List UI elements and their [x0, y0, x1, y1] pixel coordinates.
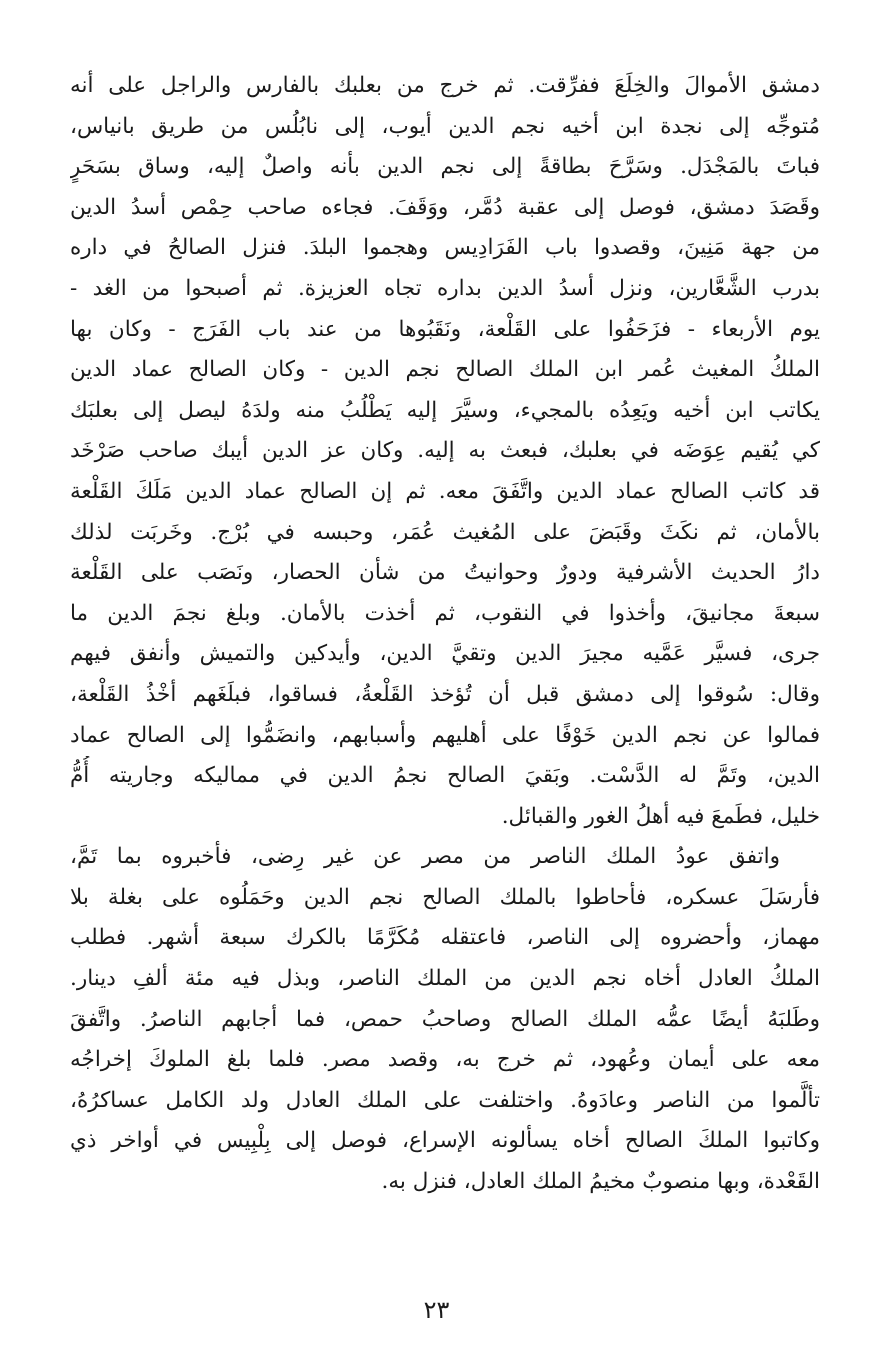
text-line: يكاتب ابن أخيه ويَعِدُه بالمجيء، وسيَّرَ إليه يَطْلُبُ منه ولدَهُ ليصل إلى بعلبَك: [70, 397, 820, 423]
text-line: دارُ الحديث الأشرفية ودورٌ وحوانيتُ من شأن الحصار، ونَصَب على القَلْعة: [70, 560, 820, 586]
text-line: فباتَ بالمَجْدَل. وسَرَّحَ بطاقةً إلى نجم الدين بأنه واصلٌ إليه، وساق بسَحَرٍ: [70, 154, 820, 180]
text-line: من جهة مَنِينَ، وقصدوا باب الفَرَادِيس وهجموا البلدَ. فنزل الصالحُ في داره: [70, 235, 820, 261]
text-line: خليل، فطَمعَ فيه أهلُ الغور والقبائل.: [501, 803, 820, 829]
text-line: الملكُ العادل أخاه نجم الدين من الملك الناصر، وبذل فيه مئة ألفِ دينار.: [70, 966, 820, 992]
text-line: قد كاتب الصالح عماد الدين واتَّفَقَ معه. ثم إن الصالح عماد الدين مَلَكَ القَلْعة: [70, 478, 820, 504]
text-line: مُتوجِّه إلى نجدة ابن أخيه نجم الدين أيوب، إلى نابُلُس من طريق بانياس،: [70, 113, 820, 139]
text-line: سبعةَ مجانيقَ، وأخذوا في النقوب، ثم أخذت بالأمان. وبلغ نجمَ الدين ما: [70, 600, 820, 626]
text-line: وطَلبَهُ أيضًا عمُّه الملك الصالح وصاحبُ حمص، فما أجابهم الناصرُ. واتَّفقَ: [70, 1006, 820, 1032]
text-line: واتفق عودُ الملك الناصر من مصر عن غير رِضى، فأخبروه بما تَمَّ،: [70, 844, 780, 870]
text-line: الملكُ المغيث عُمر ابن الملك الصالح نجم الدين - وكان الصالح عماد الدين: [70, 357, 820, 383]
text-line: مهماز، وأحضروه إلى الناصر، فاعتقله مُكَرَّمًا بالكرك سبعة أشهر. فطلب: [70, 925, 820, 951]
text-line: بالأمان، ثم نكَثَ وقَبَضَ على المُغيث عُمَر، وحبسه في بُرْج. وخَربَت لذلك: [70, 519, 820, 545]
text-line: كي يُقيم عِوَضَه في بعلبك، فبعث به إليه. وكان عز الدين أيبك صاحب صَرْخَد: [70, 438, 820, 464]
text-line: وقال: سُوقوا إلى دمشق قبل أن تُؤخذ القَلْعةُ، فساقوا، فبلَغَهم أخْذُ القَلْعة،: [70, 681, 820, 707]
page-number: ٢٣: [423, 1296, 450, 1324]
text-line: القَعْدة، وبها منصوبٌ مخيمُ الملك العادل، فنزل به.: [381, 1169, 820, 1195]
page-body: [70, 66, 820, 1306]
paragraph-2: [70, 837, 820, 1202]
text-line: وقَصَدَ دمشق، فوصل إلى عقبة دُمَّر، ووَقَفَ. فجاءه صاحب حِمْص أسدُ الدين: [70, 194, 820, 220]
text-line: تألَّموا من الناصر وعادَوهُ. واختلفت على الملك العادل ولد الكامل عساكرُهُ،: [70, 1087, 820, 1113]
text-line: الدين، وتَمَّ له الدَّسْت. وبَقيَ الصالح نجمُ الدين في مماليكه وجاريته أُمُّ: [70, 763, 820, 789]
text-line: بدرب الشَّعَّارين، ونزل أسدُ الدين بداره تجاه العزيزة. ثم أصبحوا من الغد -: [70, 275, 820, 301]
paragraph-1: [70, 66, 820, 837]
text-line: فمالوا عن نجم الدين خَوْفًا على أهليهم وأسبابهم، وانضَمُّوا إلى الصالح عماد: [70, 722, 820, 748]
text-line: فأرسَلَ عسكره، فأحاطوا بالملك الصالح نجم الدين وحَمَلُوه على بغلة بلا: [70, 884, 820, 910]
text-line: وكاتبوا الملكَ الصالح أخاه يسألونه الإسراع، فوصل إلى بِلْبِيس في أواخر ذي: [70, 1128, 820, 1154]
text-line: دمشق الأموالَ والخِلَعَ ففرِّقت. ثم خرج من بعلبك بالفارس والراجل على أنه: [70, 73, 820, 98]
text-line: يوم الأربعاء - فزَحَفُوا على القَلْعة، ونَقَبُوها من عند باب الفَرَج - وكان بها: [70, 316, 820, 342]
text-line: جرى، فسيَّر عَمَّيه مجيرَ الدين وتقيَّ الدين، وأيدكين والتميش وأنفق فيهم: [70, 641, 820, 667]
text-line: معه على أيمان وعُهود، ثم خرج به، وقصد مصر. فلما بلغ الملوكَ إخراجُه: [70, 1047, 820, 1073]
